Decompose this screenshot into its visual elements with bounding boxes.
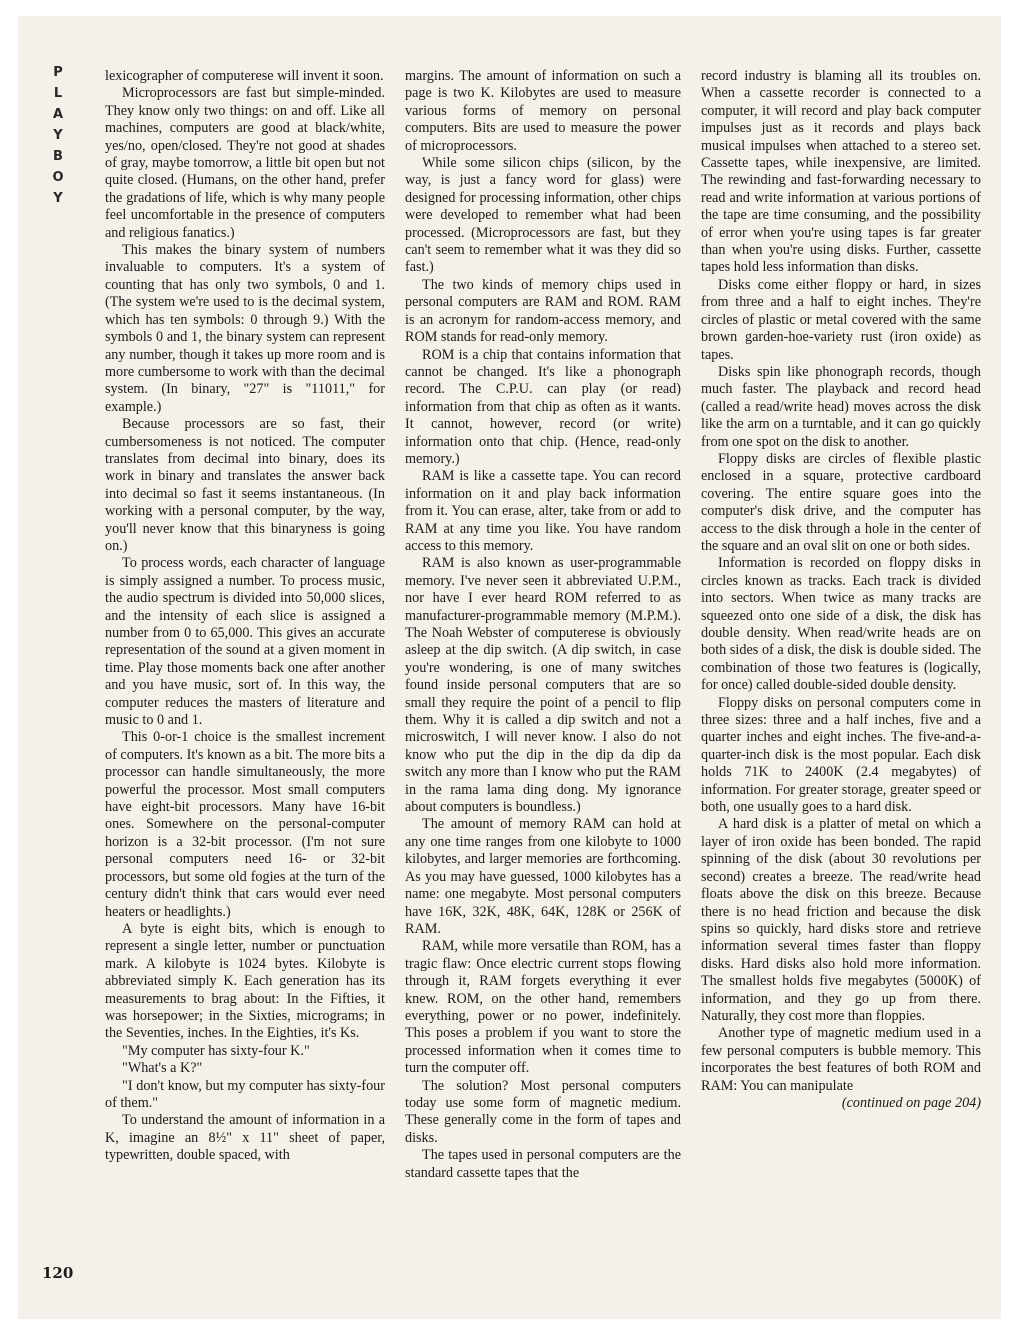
sidebar-letter: Y (53, 128, 63, 143)
paragraph: The two kinds of memory chips used in personal computers are RAM and ROM. RAM is an acronym for random-access memory, and ROM stands for read-only memory. (405, 276, 681, 346)
paragraph: While some silicon chips (silicon, by the way, is just a fancy word for glass) were designed for processing information, other chips were developed to remember what had been processed. (Microprocessors are fast, but they can't seem to remember what it was they did so fast.) (405, 155, 681, 276)
magazine-page (18, 16, 1001, 1319)
paragraph: RAM is also known as user-programmable memory. I've never seen it abbreviated U.P.M., nor have I ever heard ROM referred to as manufacturer-programmable memory (M.P.M.). The Noah Webster of computerese is obviously asleep at the dip switch. (A dip switch, in case you're wondering, is one of many switches found inside personal computers that are so small they require the point of a pencil to flip them. Why it is called a dip switch and not a microswitch, I will never know. I also do not know who put the dip in the dip da dip da switch any more than I know who put the RAM in the rama lama ding dong. My ignorance about computers is boundless.) (405, 555, 681, 816)
page-number: 120 (42, 1264, 74, 1282)
paragraph: Disks come either floppy or hard, in sizes from three and a half to eight inches. They're circles of plastic or metal covered with the same brown garden-hoe-variety rust (iron oxide) as tapes. (701, 276, 981, 363)
magazine-name-vertical (44, 62, 72, 209)
paragraph: The tapes used in personal computers are the standard cassette tapes that the (405, 1147, 681, 1181)
paragraph: The solution? Most personal computers today use some form of magnetic medium. These generally come in the form of tapes and disks. (405, 1077, 681, 1146)
paragraph: Floppy disks on personal computers come in three sizes: three and a half inches, five and a quarter inches and eight inches. The five-and-a-quarter-inch disk is the most popular. Each disk holds 71K to 2400K (2.4 megabytes) of information. For greater storage, greater speed or both, one usually goes to a hard disk. (701, 694, 981, 816)
paragraph: Another type of magnetic medium used in a few personal computers is bubble memory. This incorporates the best features of both ROM and RAM: You can manipulate (701, 1025, 981, 1094)
sidebar-letter: O (52, 170, 64, 185)
paragraph: Because processors are so fast, their cumbersomeness is not noticed. The computer translates from decimal into binary, does its work in binary and translates the answer back into decimal so fast it seems instantaneous. (In working with a personal computer, by the way, you'll never know that this binaryness is going on.) (105, 416, 385, 554)
paragraph: RAM is like a cassette tape. You can record information on it and play back information from it. You can erase, alter, take from or add to RAM at any time you like. You have random access to this memory. (405, 468, 681, 554)
paragraph: record industry is blaming all its troubles on. When a cassette recorder is connected to a computer, it will record and play back computer impulses just as it records and plays back musical impulses when attached to a stereo set. Cassette tapes, while inexpensive, are limited. The rewinding and fast-forwarding necessary to read and write information at various portions of the tape are time consuming, and the possibility of error when you're using tapes is far greater than when you're using disks. Further, cassette tapes hold less information than disks. (701, 68, 981, 276)
paragraph: "I don't know, but my computer has sixty-four of them." (105, 1077, 385, 1111)
paragraph: Disks spin like phonograph records, though much faster. The playback and record head (called a read/write head) moves across the disk like the arm on a turntable, and it can go quickly from one spot on the disk to another. (701, 363, 981, 450)
paragraph: lexicographer of computerese will invent it soon. (105, 68, 384, 84)
text-column-3 (701, 68, 981, 1112)
paragraph: To understand the amount of information in a K, imagine an 8½" x 11" sheet of paper, typewritten, double spaced, with (105, 1112, 385, 1164)
paragraph: A hard disk is a platter of metal on which a layer of iron oxide has been bonded. The rapid spinning of the disk (about 30 revolutions per second) creates a breeze. The read/write head floats above the disk on this breeze. Because there is no head friction and because the disk spins so quickly, hard disks store and retrieve information several times faster than floppy disks. Hard disks also hold more information. The smallest holds five megabytes (5000K) of information, and they go up from there. Naturally, they cost more than floppies. (701, 816, 981, 1024)
sidebar-letter: P (53, 65, 63, 80)
paragraph: To process words, each character of language is simply assigned a number. To process music, the audio spectrum is divided into 50,000 slices, and the intensity of each slice is assigned a number from 0 to 65,000. This gives an accurate representation of the sound at a given moment in time. Play those moments back one after another and you have music, sort of. In this way, the computer reduces the masters of literature and music to 0 and 1. (105, 555, 385, 729)
paragraph: This makes the binary system of numbers invaluable to computers. It's a system of counting that has only two symbols, 0 and 1. (The system we're used to is the decimal system, which has ten symbols: 0 through 9.) With the symbols 0 and 1, the binary system can represent any number, though it takes up more room and is more cumbersome to work with than the decimal system. (In binary, "27" is "11011," for example.) (105, 242, 385, 415)
paragraph: This 0-or-1 choice is the smallest increment of computers. It's known as a bit. The more bits a processor can handle simultaneously, the more powerful the processor. Most small computers have eight-bit processors. Many have 16-bit ones. Somewhere on the personal-computer horizon is a 32-bit processor. (I'm not sure personal computers need 16- or 32-bit processors, but some old fogies at the turn of the century didn't think that cars would ever need heaters or headlights.) (105, 729, 385, 920)
paragraph: Microprocessors are fast but simple-minded. They know only two things: on and off. Like all machines, computers are good at black/white, yes/no, open/closed. They're not good at shades of gray, maybe tomorrow, a little bit open but not quite closed. (Humans, on the other hand, prefer the gradations of life, which is why many people feel uncomfortable in the presence of computers and religious fanatics.) (105, 85, 385, 241)
paragraph: The amount of memory RAM can hold at any one time ranges from one kilobyte to 1000 kilobytes, and larger memories are forthcoming. As you may have guessed, 1000 kilobytes has a name: one megabyte. Most personal computers have 16K, 32K, 48K, 64K, 128K or 256K of RAM. (405, 816, 681, 937)
text-column-2 (405, 68, 681, 1182)
sidebar-letter: Y (53, 191, 63, 206)
continued-note: (continued on page 204) (841, 1094, 981, 1111)
text-column-1 (105, 68, 385, 1165)
paragraph: "What's a K?" (122, 1060, 203, 1077)
sidebar-letter: L (53, 86, 63, 101)
sidebar-letter: A (52, 107, 64, 122)
paragraph: Floppy disks are circles of flexible plastic enclosed in a square, protective cardboard covering. The entire square goes into the computer's disk drive, and the computer has access to the disk through a hole in the center of the square and an oval slit on one or both sides. (701, 450, 981, 554)
sidebar-letter: B (53, 149, 63, 164)
paragraph: "My computer has sixty-four K." (122, 1042, 310, 1059)
paragraph: A byte is eight bits, which is enough to represent a single letter, number or punctuation mark. A kilobyte is 1024 bytes. Kilobyte is abbreviated simply K. Each generation has its measurements to brag about: In the Fifties, it was horsepower; in the Sixties, micrograms; in the Seventies, inches. In the Eighties, it's Ks. (105, 920, 385, 1042)
paragraph: Information is recorded on floppy disks in circles known as tracks. Each track is divided into sectors. When twice as many tracks are squeezed onto one side of a disk, the disk has double density. When read/write heads are on both sides of a disk, the disk is double sided. The combination of those two features is (logically, for once) called double-sided double density. (701, 555, 981, 694)
paragraph: margins. The amount of information on such a page is two K. Kilobytes are used to measure various forms of memory on personal computers. Bits are used to measure the power of microprocessors. (405, 68, 681, 154)
paragraph: ROM is a chip that contains information that cannot be changed. It's like a phonograph record. The C.P.U. can play (or read) information from that chip as often as it wants. It cannot, however, record (or write) information onto that chip. (Hence, read-only memory.) (405, 346, 681, 467)
paragraph: RAM, while more versatile than ROM, has a tragic flaw: Once electric current stops flowing through it, RAM forgets everything it ever knew. ROM, on the other hand, remembers everything, power or no power, indefinitely. This poses a problem if you want to store the processed information when it comes time to turn the computer off. (405, 938, 681, 1077)
